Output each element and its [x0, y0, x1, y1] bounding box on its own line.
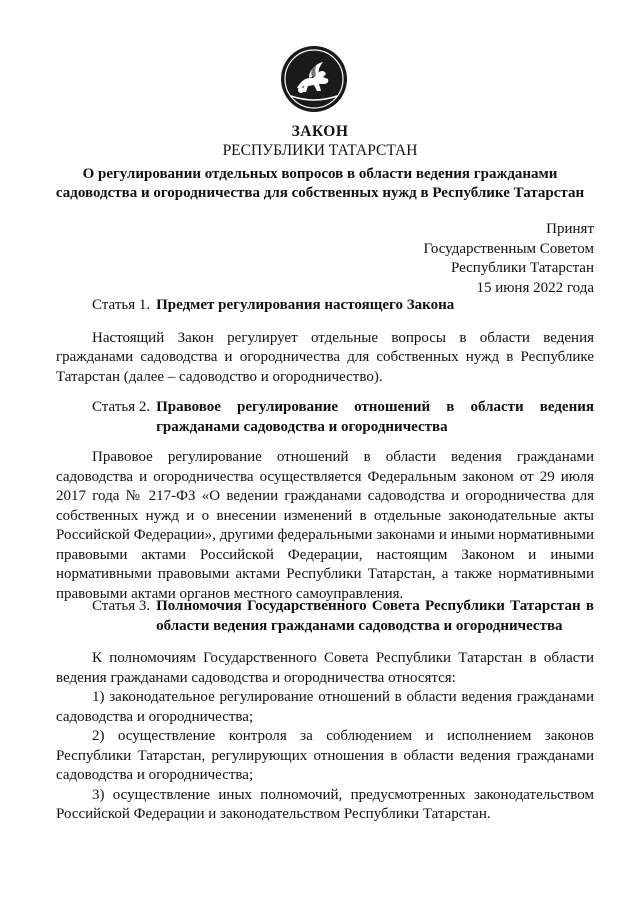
article-1 [56, 296, 594, 387]
article-title: Предмет регулирования настоящего Закона [156, 297, 455, 313]
article-intro: К полномочиям Государственного Совета Республики Татарстан в области ведения гражданами садоводства и огородничества относятся: [56, 650, 594, 686]
article-2 [56, 398, 594, 604]
article-title: Полномочия Государственного Совета Республики Татарстан в области ведения гражданами садоводства и огородничества [156, 598, 594, 634]
article-heading [56, 296, 594, 316]
adoption-note [424, 220, 595, 298]
adoption-date: 15 июня 2022 года [476, 279, 594, 296]
article-3 [56, 597, 594, 825]
article-text: Правовое регулирование отношений в области ведения гражданами садоводства и огородничества осуществляется Федеральным законом от 29 июля 2017 года № 217-ФЗ «О ведении гражданами садоводства и огородничества для собственных нужд и о внесении изменений в отдельные законодательные акты Российской Федерации», другими федеральными законами и иными нормативными правовыми актами Российской Федерации, настоящим Законом и иными нормативными правовыми актами Республики Татарстан, а также нормативными правовыми актами органов местного самоуправления. [56, 449, 594, 602]
coat-of-arms-icon [279, 44, 349, 114]
adoption-line: Принят [546, 221, 594, 237]
article-title: Правовое регулирование отношений в области ведения гражданами садоводства и огородничества [156, 399, 594, 435]
adoption-line: Государственным Советом [423, 240, 594, 257]
article-number: Статья 2. [92, 399, 151, 415]
law-subject-line: садоводства и огородничества для собственных нужд в Республике Татарстан [55, 185, 585, 201]
law-subject [0, 165, 640, 203]
list-item: 3) осуществление иных полномочий, предусмотренных законодательством Российской Федерации и законодательством Республики Татарстан. [56, 786, 594, 822]
issuer: РЕСПУБЛИКИ ТАТАРСТАН [222, 142, 418, 159]
document-type: ЗАКОН [291, 123, 349, 140]
article-number: Статья 1. [92, 297, 151, 313]
article-heading [56, 398, 594, 437]
article-heading [56, 597, 594, 636]
article-number: Статья 3. [92, 598, 151, 614]
list-item: 2) осуществление контроля за соблюдением и исполнением законов Республики Татарстан, регулирующих отношения в области ведения гражданами садоводства и огородничества; [56, 728, 594, 783]
article-text: Настоящий Закон регулирует отдельные вопросы в области ведения гражданами садоводства и огородничества для собственных нужд в Республике Татарстан (далее – садоводство и огородничество). [56, 329, 594, 385]
law-subject-line: О регулировании отдельных вопросов в области ведения гражданами [82, 166, 558, 182]
adoption-line: Республики Татарстан [450, 260, 594, 276]
list-item: 1) законодательное регулирование отношений в области ведения гражданами садоводства и огородничества; [56, 689, 594, 725]
